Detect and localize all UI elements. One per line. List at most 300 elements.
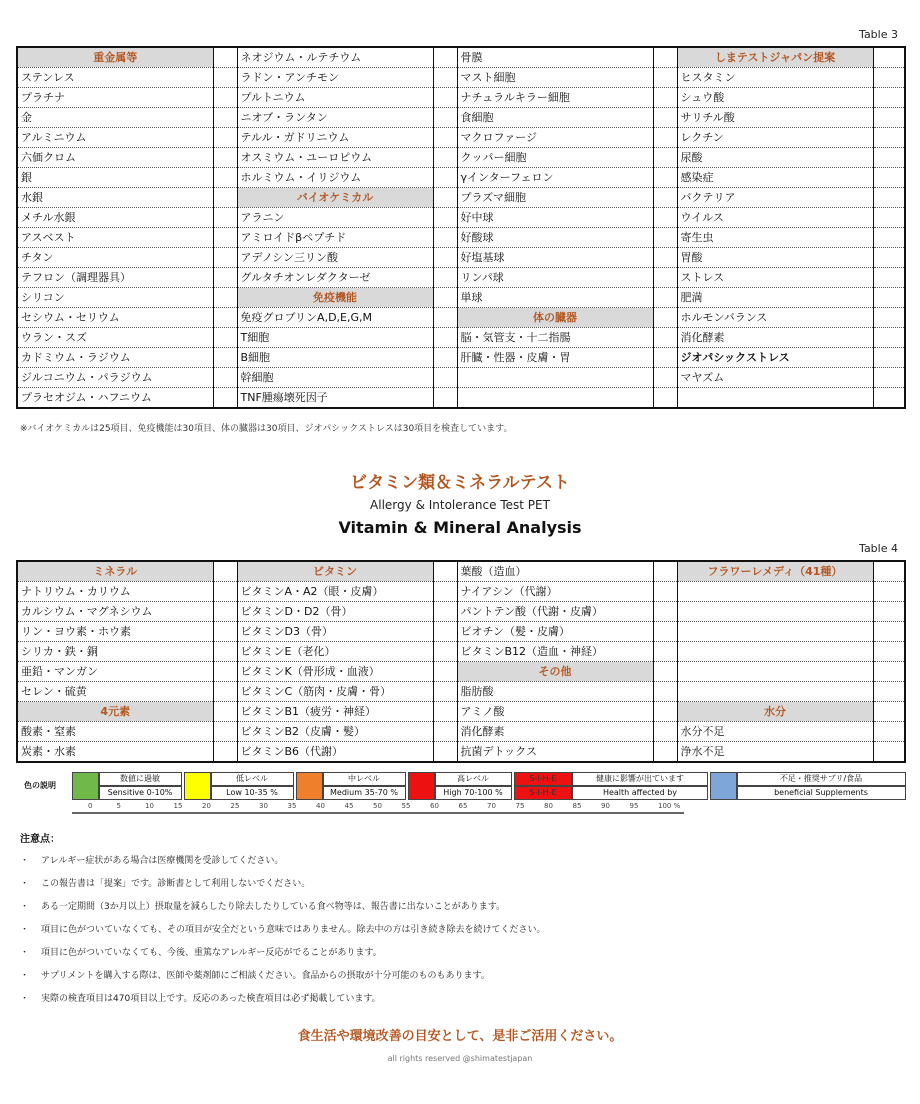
item-cell: ビタミンC（筋肉・皮膚・骨）: [237, 682, 433, 702]
item-cell: [677, 662, 873, 682]
result-cell: [213, 228, 237, 248]
result-cell: [433, 368, 457, 388]
legend-swatch: [184, 772, 212, 800]
item-cell: ヒスタミン: [677, 68, 873, 88]
item-cell: オスミウム・ユーロピウム: [237, 148, 433, 168]
result-cell: [433, 388, 457, 409]
item-cell: [677, 622, 873, 642]
result-cell: [873, 88, 905, 108]
result-cell: [213, 148, 237, 168]
table-row: [17, 268, 905, 288]
legend-label-top: 中レベル: [322, 772, 406, 786]
result-cell: [653, 128, 677, 148]
result-cell: [653, 582, 677, 602]
table-row: [17, 168, 905, 188]
result-cell: [873, 288, 905, 308]
result-cell: [213, 128, 237, 148]
item-cell: ウラン・スズ: [17, 328, 213, 348]
scale-tick-label: 75: [515, 802, 525, 810]
result-cell: [653, 68, 677, 88]
bullet-icon: ・: [20, 948, 30, 958]
item-cell: カルシウム・マグネシウム: [17, 602, 213, 622]
item-cell: [677, 582, 873, 602]
table-row: [17, 702, 905, 722]
result-cell: [213, 582, 237, 602]
caution-item: [20, 853, 283, 866]
result-cell: [213, 208, 237, 228]
result-cell: [653, 268, 677, 288]
table-row: [17, 662, 905, 682]
item-cell: [677, 602, 873, 622]
item-cell: 免疫グロブリンA,D,E,G,M: [237, 308, 433, 328]
item-cell: ホルミウム・イリジウム: [237, 168, 433, 188]
legend-label-top: 高レベル: [434, 772, 512, 786]
result-cell: [213, 248, 237, 268]
result-cell: [873, 168, 905, 188]
section-header-cell: 免疫機能: [237, 288, 433, 308]
result-cell: [433, 348, 457, 368]
result-cell: [873, 148, 905, 168]
item-cell: カドミウム・ラジウム: [17, 348, 213, 368]
scale-tick-label: 25: [230, 802, 240, 810]
section-header-cell: 4元素: [17, 702, 213, 722]
result-cell: [213, 308, 237, 328]
result-cell: [213, 662, 237, 682]
result-cell: [653, 702, 677, 722]
caution-text: ある一定期間（3か月以上）摂取量を減らしたり除去したりしている食べ物等は、報告書に出ないことがあります。: [41, 902, 506, 912]
caution-item: [20, 991, 381, 1004]
item-cell: テルル・ガドリニウム: [237, 128, 433, 148]
result-cell: [873, 108, 905, 128]
result-cell: [433, 68, 457, 88]
scale-tick-label: 90: [601, 802, 610, 810]
copyright: all rights reserved @shimatestjapan: [387, 1054, 533, 1063]
bullet-icon: ・: [20, 856, 30, 866]
item-cell: 抗菌デトックス: [457, 742, 653, 763]
result-cell: [873, 128, 905, 148]
item-cell: ビタミンA・A2（眼・皮膚）: [237, 582, 433, 602]
item-cell: アデノシン三リン酸: [237, 248, 433, 268]
section-header-cell: ビタミン: [237, 561, 433, 582]
table-row: [17, 328, 905, 348]
item-cell: ナトリウム・カリウム: [17, 582, 213, 602]
result-cell: [433, 148, 457, 168]
item-cell: 葉酸（造血）: [457, 561, 653, 582]
item-cell: プラセオジム・ハフニウム: [17, 388, 213, 409]
legend-label-bottom: beneficial Supplements: [736, 786, 906, 800]
item-cell: アミノ酸: [457, 702, 653, 722]
legend-swatch: [72, 772, 100, 800]
item-cell: ビタミンD・D2（骨）: [237, 602, 433, 622]
bullet-icon: ・: [20, 925, 30, 935]
item-cell: 好塩基球: [457, 248, 653, 268]
table-row: [17, 388, 905, 409]
item-cell: ストレス: [677, 268, 873, 288]
item-cell: 酸素・窒素: [17, 722, 213, 742]
caution-text: サプリメントを購入する際は、医師や薬剤師にご相談ください。食品からの摂取が十分可能のものもあります。: [41, 971, 490, 981]
result-cell: [653, 328, 677, 348]
page-title: ビタミン類＆ミネラルテスト: [350, 473, 570, 493]
scale-tick-label: 85: [572, 802, 582, 810]
scale-tick-label: 95: [629, 802, 639, 810]
item-cell: TNF腫瘍壊死因子: [237, 388, 433, 409]
result-cell: [873, 47, 905, 68]
item-cell: マクロファージ: [457, 128, 653, 148]
result-cell: [213, 388, 237, 409]
result-cell: [873, 388, 905, 409]
table-row: [17, 128, 905, 148]
table-row: [17, 348, 905, 368]
item-cell: 好中球: [457, 208, 653, 228]
scale-tick-label: 20: [202, 802, 211, 810]
caution-text: 項目に色がついていなくても、今後、重篤なアレルギー反応がでることがあります。: [41, 948, 382, 958]
result-cell: [213, 742, 237, 763]
item-cell: 亜鉛・マンガン: [17, 662, 213, 682]
result-cell: [433, 208, 457, 228]
legend-swatch: [296, 772, 324, 800]
table4-body: [17, 561, 905, 762]
result-cell: [653, 722, 677, 742]
result-cell: [873, 248, 905, 268]
result-cell: [653, 108, 677, 128]
item-cell: バクテリア: [677, 188, 873, 208]
item-cell: 感染症: [677, 168, 873, 188]
result-cell: [213, 68, 237, 88]
result-cell: [213, 602, 237, 622]
item-cell: ニオブ・ランタン: [237, 108, 433, 128]
table-row: [17, 582, 905, 602]
table3-body: [17, 47, 905, 408]
table-row: [17, 68, 905, 88]
table-row: [17, 108, 905, 128]
legend-label-bottom: Sensitive 0-10%: [98, 786, 182, 800]
result-cell: [213, 622, 237, 642]
section-header-cell: 体の臓器: [457, 308, 653, 328]
caution-item: [20, 968, 490, 981]
result-cell: [653, 602, 677, 622]
item-cell: 六価クロム: [17, 148, 213, 168]
result-cell: [873, 368, 905, 388]
subtitle-analysis: Vitamin & Mineral Analysis: [338, 518, 582, 537]
bullet-icon: ・: [20, 902, 30, 912]
result-cell: [653, 168, 677, 188]
result-cell: [433, 47, 457, 68]
result-cell: [433, 561, 457, 582]
result-cell: [433, 582, 457, 602]
legend-swatch: [710, 772, 738, 800]
scale-tick-label: 45: [344, 802, 354, 810]
item-cell: アルミニウム: [17, 128, 213, 148]
item-cell: サリチル酸: [677, 108, 873, 128]
result-cell: [873, 642, 905, 662]
item-cell: マスト細胞: [457, 68, 653, 88]
item-cell: 金: [17, 108, 213, 128]
result-cell: [433, 248, 457, 268]
result-cell: [873, 68, 905, 88]
result-cell: [213, 47, 237, 68]
result-cell: [653, 682, 677, 702]
result-cell: [653, 561, 677, 582]
legend-title: 色の説明: [24, 781, 56, 790]
item-cell: ナチュラルキラー細胞: [457, 88, 653, 108]
item-cell: ビタミンB12（造血・神経）: [457, 642, 653, 662]
section-header-cell: フラワーレメディ（41種）: [677, 561, 873, 582]
item-cell: 水分不足: [677, 722, 873, 742]
result-cell: [873, 348, 905, 368]
item-cell: [677, 642, 873, 662]
item-cell: パントテン酸（代謝・皮膚）: [457, 602, 653, 622]
result-cell: [213, 702, 237, 722]
table-row: [17, 188, 905, 208]
result-cell: [433, 602, 457, 622]
legend-label-bottom: Health affected by: [572, 786, 708, 800]
item-cell: シリカ・鉄・銅: [17, 642, 213, 662]
result-cell: [213, 682, 237, 702]
table-row: [17, 561, 905, 582]
result-cell: [653, 88, 677, 108]
result-cell: [873, 228, 905, 248]
item-cell: プルトニウム: [237, 88, 433, 108]
result-cell: [213, 108, 237, 128]
scale-tick-label: 70: [487, 802, 496, 810]
result-cell: [873, 622, 905, 642]
result-cell: [433, 288, 457, 308]
table-row: [17, 682, 905, 702]
table-row: [17, 622, 905, 642]
item-cell: 肥満: [677, 288, 873, 308]
scale-tick-label: 100 %: [658, 802, 681, 810]
section-header-cell: ミネラル: [17, 561, 213, 582]
item-cell: チタン: [17, 248, 213, 268]
table4: [16, 560, 906, 763]
scale-tick-label: 60: [430, 802, 439, 810]
result-cell: [213, 168, 237, 188]
result-cell: [653, 47, 677, 68]
result-cell: [873, 722, 905, 742]
result-cell: [873, 582, 905, 602]
result-cell: [873, 662, 905, 682]
table-row: [17, 228, 905, 248]
scale-tick-label: 40: [316, 802, 325, 810]
result-cell: [433, 682, 457, 702]
result-cell: [433, 742, 457, 763]
legend-label-bottom: Low 10-35 %: [210, 786, 294, 800]
result-cell: [653, 188, 677, 208]
table-row: [17, 47, 905, 68]
result-cell: [653, 622, 677, 642]
item-cell: ウイルス: [677, 208, 873, 228]
item-cell: 骨膜: [457, 47, 653, 68]
caution-item: [20, 922, 546, 935]
bullet-icon: ・: [20, 971, 30, 981]
result-cell: [653, 642, 677, 662]
item-cell: ビタミンK（骨形成・血液）: [237, 662, 433, 682]
caution-item: [20, 899, 505, 912]
scale-tick-label: 15: [173, 802, 183, 810]
scale-tick-label: 65: [458, 802, 468, 810]
result-cell: [213, 88, 237, 108]
result-cell: [653, 742, 677, 763]
table4-label: Table 4: [859, 542, 898, 555]
item-cell: 肝臓・性器・皮膚・胃: [457, 348, 653, 368]
caution-text: この報告書は「提案」です。診断書として利用しないでください。: [41, 879, 311, 889]
result-cell: [433, 622, 457, 642]
section-header-cell: その他: [457, 662, 653, 682]
item-cell: T細胞: [237, 328, 433, 348]
result-cell: [433, 268, 457, 288]
item-cell: プラチナ: [17, 88, 213, 108]
item-cell: 食細胞: [457, 108, 653, 128]
table3-footnote: ※バイオケミカルは25項目、免疫機能は30項目、体の臓器は30項目、ジオパシックストレスは30項目を検査しています。: [20, 424, 513, 434]
item-cell: 脂肪酸: [457, 682, 653, 702]
result-cell: [653, 288, 677, 308]
result-cell: [873, 208, 905, 228]
legend-label-bottom: Medium 35-70 %: [322, 786, 406, 800]
item-cell: 消化酵素: [457, 722, 653, 742]
table-row: [17, 722, 905, 742]
item-cell: ビタミンB1（疲労・神経）: [237, 702, 433, 722]
scale-line: [72, 812, 684, 814]
item-cell: 幹細胞: [237, 368, 433, 388]
item-cell: ラドン・アンチモン: [237, 68, 433, 88]
item-cell: アスベスト: [17, 228, 213, 248]
item-cell: レクチン: [677, 128, 873, 148]
scale-tick-label: 55: [401, 802, 411, 810]
item-cell: テフロン（調理器具）: [17, 268, 213, 288]
item-cell: リン・ヨウ素・ホウ素: [17, 622, 213, 642]
item-cell: ビタミンB2（皮膚・髪）: [237, 722, 433, 742]
table3: [16, 46, 906, 409]
result-cell: [433, 168, 457, 188]
result-cell: [213, 722, 237, 742]
item-cell: 炭素・水素: [17, 742, 213, 763]
result-cell: [213, 561, 237, 582]
result-cell: [873, 188, 905, 208]
item-cell: ナイアシン（代謝）: [457, 582, 653, 602]
result-cell: [213, 288, 237, 308]
result-cell: [213, 642, 237, 662]
result-cell: [433, 188, 457, 208]
item-cell: ネオジウム・ルテチウム: [237, 47, 433, 68]
result-cell: [433, 88, 457, 108]
caution-item: [20, 945, 382, 958]
table-row: [17, 148, 905, 168]
item-cell: 胃酸: [677, 248, 873, 268]
item-cell: セシウム・セリウム: [17, 308, 213, 328]
result-cell: [653, 388, 677, 409]
result-cell: [873, 328, 905, 348]
result-cell: [213, 368, 237, 388]
bullet-icon: ・: [20, 879, 30, 889]
item-cell: クッパー細胞: [457, 148, 653, 168]
closing-message: 食生活や環境改善の目安として、是非ご活用ください。: [297, 1029, 623, 1044]
item-cell: γインターフェロン: [457, 168, 653, 188]
table-row: [17, 642, 905, 662]
caution-title: 注意点：: [20, 834, 60, 845]
table-row: [17, 368, 905, 388]
bullet-icon: ・: [20, 994, 30, 1004]
section-header-cell: バイオケミカル: [237, 188, 433, 208]
result-cell: [433, 662, 457, 682]
result-cell: [433, 702, 457, 722]
item-cell: 好酸球: [457, 228, 653, 248]
result-cell: [433, 328, 457, 348]
result-cell: [873, 308, 905, 328]
item-cell: 脳・気管支・十二指腸: [457, 328, 653, 348]
result-cell: [873, 268, 905, 288]
table3-label: Table 3: [859, 28, 898, 41]
legend-swatch: [408, 772, 436, 800]
table-row: [17, 308, 905, 328]
item-cell: セレン・硫黄: [17, 682, 213, 702]
caution-text: アレルギー症状がある場合は医療機関を受診してください。: [41, 856, 284, 866]
item-cell: [677, 682, 873, 702]
result-cell: [433, 108, 457, 128]
table-row: [17, 248, 905, 268]
item-cell: 銀: [17, 168, 213, 188]
result-cell: [433, 722, 457, 742]
result-cell: [653, 148, 677, 168]
result-cell: [213, 188, 237, 208]
item-cell: リンパ球: [457, 268, 653, 288]
item-cell: ビタミンD3（骨）: [237, 622, 433, 642]
subtitle-test: Allergy & Intolerance Test PET: [370, 498, 550, 512]
result-cell: [873, 742, 905, 763]
item-cell: B細胞: [237, 348, 433, 368]
item-cell: グルタチオンレダクターゼ: [237, 268, 433, 288]
item-cell: 浄水不足: [677, 742, 873, 763]
scale-tick-label: 50: [373, 802, 382, 810]
caution-text: 実際の検査項目は470項目以上です。反応のあった検査項目は必ず掲載しています。: [41, 994, 381, 1004]
result-cell: [873, 682, 905, 702]
result-cell: [653, 348, 677, 368]
scale-tick-label: 10: [145, 802, 154, 810]
legend-label-top: S-I-H-E: [514, 772, 572, 786]
result-cell: [653, 368, 677, 388]
item-cell: ホルモンバランス: [677, 308, 873, 328]
legend-label-top: 不足・推奨サプリ/食品: [736, 772, 906, 786]
legend-label-top: 健康に影響が出ています: [572, 772, 708, 786]
result-cell: [873, 561, 905, 582]
item-cell: ビオチン（髪・皮膚）: [457, 622, 653, 642]
item-cell: [457, 368, 653, 388]
result-cell: [433, 128, 457, 148]
caution-item: [20, 876, 310, 889]
item-cell: アミロイドβペプチド: [237, 228, 433, 248]
result-cell: [873, 602, 905, 622]
result-cell: [433, 308, 457, 328]
legend-label-bottom: High 70-100 %: [434, 786, 512, 800]
item-cell: ジオパシックストレス: [677, 348, 873, 368]
result-cell: [873, 702, 905, 722]
legend-label-top: 低レベル: [210, 772, 294, 786]
section-header-cell: しまテストジャパン提案: [677, 47, 873, 68]
item-cell: ビタミンE（老化）: [237, 642, 433, 662]
item-cell: 消化酵素: [677, 328, 873, 348]
table-row: [17, 288, 905, 308]
item-cell: [457, 388, 653, 409]
item-cell: シュウ酸: [677, 88, 873, 108]
result-cell: [213, 328, 237, 348]
table-row: [17, 88, 905, 108]
result-cell: [653, 308, 677, 328]
item-cell: プラズマ細胞: [457, 188, 653, 208]
item-cell: 尿酸: [677, 148, 873, 168]
section-header-cell: 重金属等: [17, 47, 213, 68]
item-cell: シリコン: [17, 288, 213, 308]
caution-text: 項目に色がついていなくても、その項目が安全だという意味ではありません。除去中の方は引き続き除去を続けてください。: [41, 925, 546, 935]
table-row: [17, 602, 905, 622]
